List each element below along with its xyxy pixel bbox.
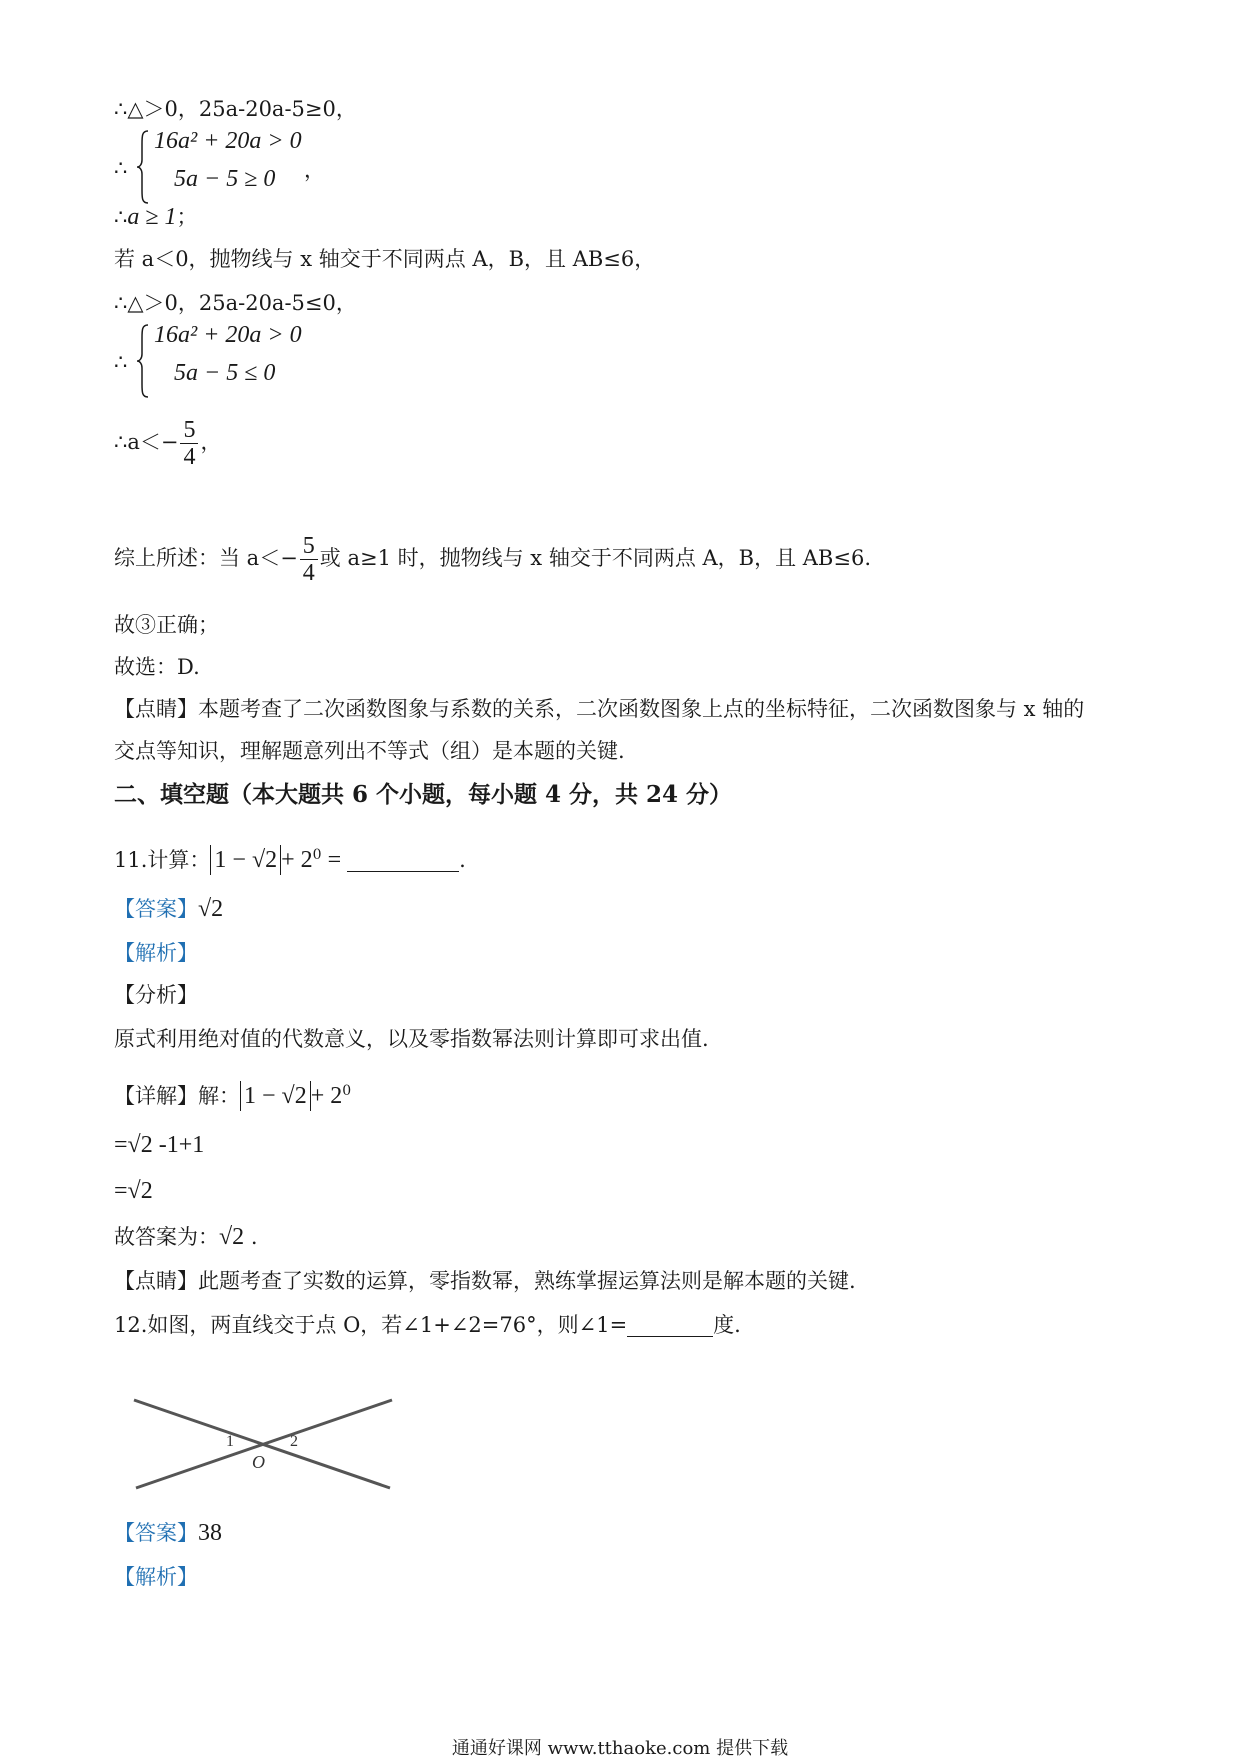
punctuation: ， [304,158,325,182]
step-line: =√2 [114,1178,153,1204]
fraction-denominator: 4 [302,560,315,586]
solution-line: 故选：D. [114,655,200,679]
question-12 [114,1310,741,1340]
comment-text: 此题考查了实数的运算，零指数幂，熟练掌握运算法则是解本题的关键. [198,1269,856,1293]
answer-tag: 【答案】 [114,897,198,921]
fraction-numerator: 5 [300,533,318,560]
comment-tag: 【点睛】 [114,697,198,721]
solution-line [114,530,871,586]
detail-tag: 【详解】 [114,1084,198,1108]
question-text: 度. [713,1313,741,1337]
comment-text: 本题考查了二次函数图象与系数的关系，二次函数图象上点的坐标特征，二次函数图象与 x 轴的 [198,697,1085,721]
answer-line [114,1518,222,1548]
punctuation: . [244,1225,258,1249]
point-label-o: O [252,1452,265,1472]
summary-text: 综上所述：当 a＜− [114,546,298,570]
question-prefix: 11.计算： [114,848,211,872]
comment-tag: 【点睛】 [114,1269,198,1293]
solution-line: 若 a＜0，抛物线与 x 轴交于不同两点 A，B，且 AB≤6， [114,247,656,271]
system-row: 5a − 5 ≥ 0 [174,166,276,192]
solution-line [114,202,198,232]
answer-blank [627,1316,713,1337]
punctuation: ； [176,205,198,229]
solution-line: ∴△＞0，25a-20a-5≤0， [114,291,357,315]
question-11 [114,838,466,877]
absolute-value-expression: 1 − √2 [240,1081,311,1111]
section-title: 二、填空题（本大题共 6 个小题，每小题 4 分，共 24 分） [114,781,733,808]
detail-text: 解： [198,1084,240,1108]
brace-icon [136,130,150,204]
therefore-symbol: ∴ [114,205,128,229]
final-prefix: 故答案为： [114,1225,219,1249]
angle-label-1: 1 [226,1433,234,1450]
detail-line [114,1074,351,1113]
therefore-symbol: ∴ [114,156,128,180]
system-row: 5a − 5 ≤ 0 [174,360,276,386]
comment-line [114,694,1084,724]
solution-line: 故③正确； [114,613,219,637]
page-footer: 通通好课网 www.tthaoke.com 提供下载 [451,1738,789,1759]
answer-value: 38 [198,1520,222,1546]
exponent: 0 [312,847,322,863]
answer-blank [347,851,459,872]
inequality-system [114,322,334,406]
therefore-symbol: ∴ [114,350,128,374]
system-row: 16a² + 20a > 0 [154,128,302,154]
answer-value: √2 [198,896,224,922]
system-row: 16a² + 20a > 0 [154,322,302,348]
solution-line: ∴△＞0，25a-20a-5≥0， [114,97,357,121]
comment-line: 交点等知识，理解题意列出不等式（组）是本题的关键. [114,739,625,763]
absolute-value-expression: 1 − √2 [210,845,281,875]
fraction [300,533,318,586]
step-line: =√2 -1+1 [114,1132,205,1158]
fraction [180,417,198,470]
angle-label-2: 2 [290,1433,298,1450]
final-value: √2 [219,1224,245,1250]
final-answer-line [114,1222,258,1252]
brace-icon [136,324,150,398]
analysis-tag: 【解析】 [114,1565,198,1589]
comment-line [114,1266,856,1296]
intersecting-lines-figure [130,1378,400,1502]
equals-sign: = [321,847,348,873]
solution-line [114,414,221,470]
fraction-denominator: 4 [183,444,196,470]
exponent: 0 [342,1083,352,1099]
answer-line [114,894,223,924]
math-expression: + 2 [310,1083,343,1109]
answer-tag: 【答案】 [114,1521,198,1545]
punctuation: . [459,848,466,872]
punctuation: ， [200,430,222,454]
question-text: 12.如图，两直线交于点 O，若∠1+∠2=76°，则∠1= [114,1313,628,1337]
fenxi-tag: 【分析】 [114,983,198,1007]
summary-text: 或 a≥1 时，抛物线与 x 轴交于不同两点 A，B，且 AB≤6. [319,546,871,570]
fenxi-text: 原式利用绝对值的代数意义，以及零指数幂法则计算即可求出值. [114,1027,709,1051]
fraction-numerator: 5 [180,417,198,444]
math-expression: + 2 [281,847,313,873]
analysis-tag: 【解析】 [114,941,198,965]
inequality-system [114,128,334,212]
math-expression: ∴a＜− [114,430,179,454]
math-expression: a ≥ 1 [127,204,177,230]
